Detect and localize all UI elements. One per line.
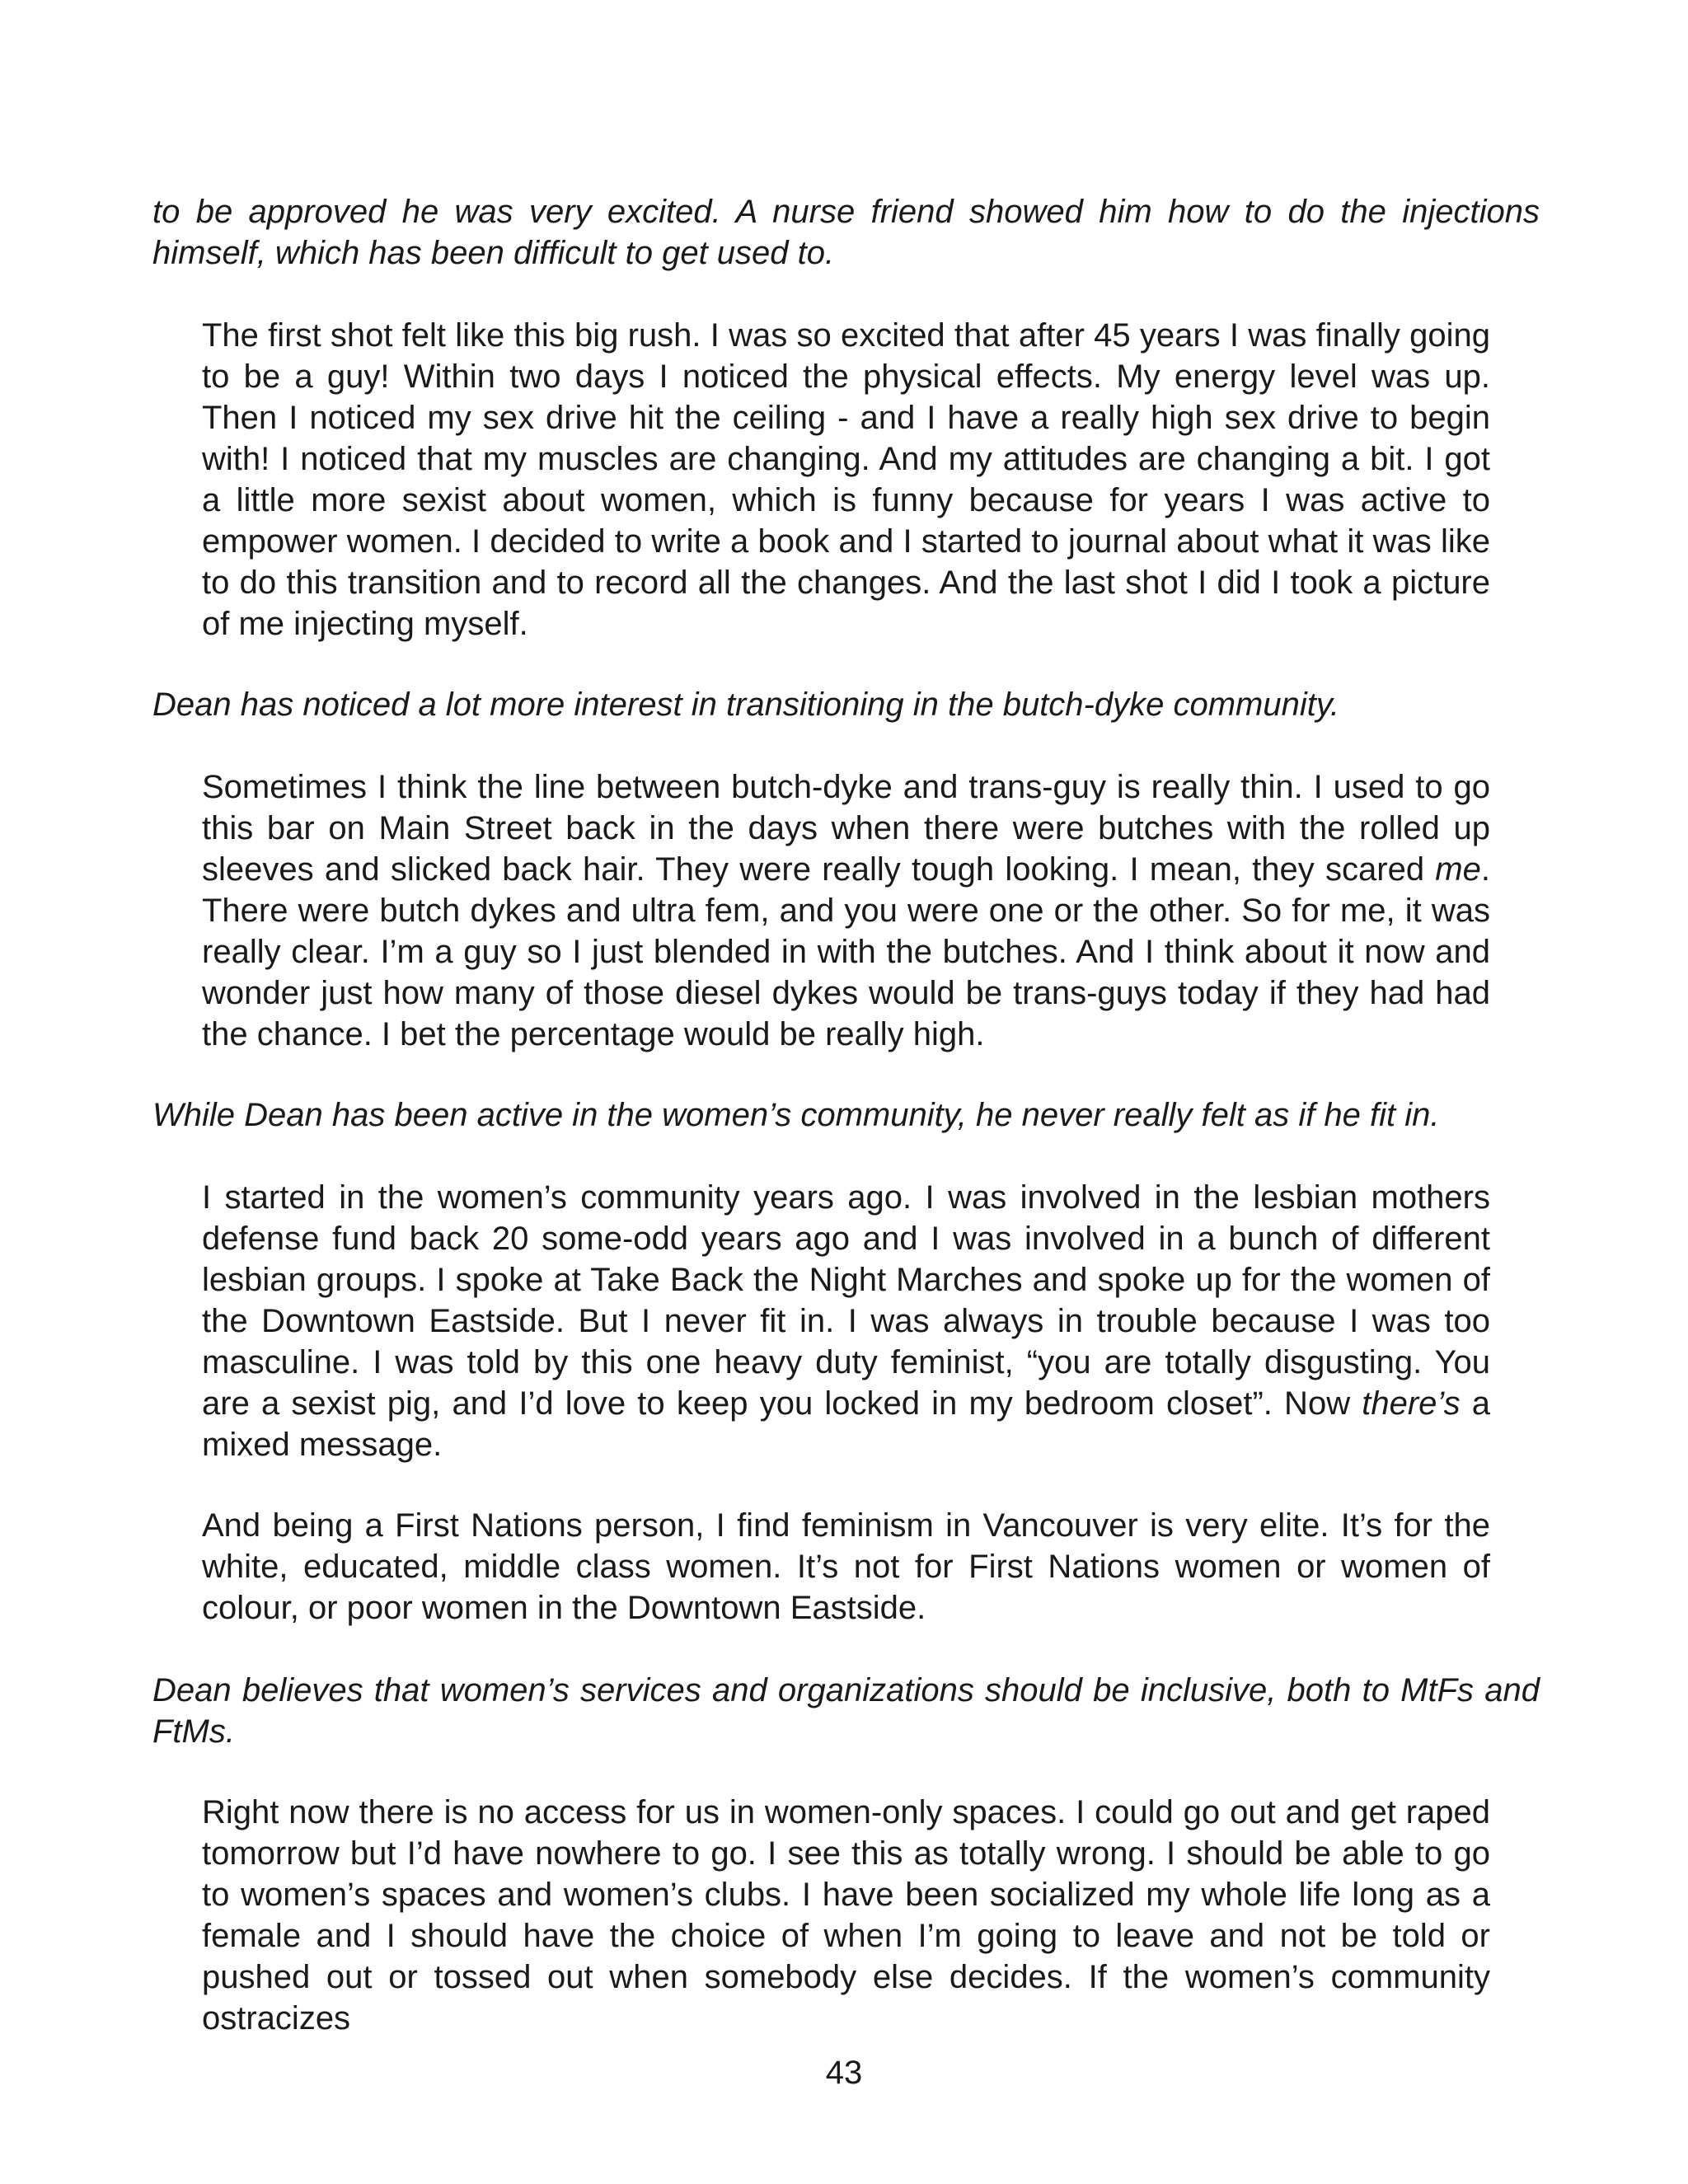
paragraph-text: a mixed message. [202, 1385, 1491, 1463]
paragraph-text: . There were butch dykes and ultra fem, and you were one or the other. So for me, it was really clear. I’m a guy so I just blended in with the butches. And I think about it now and wonder just how many of those diesel dykes would be trans-guys today if they had had the chance. I bet the percentage would be really high. [202, 851, 1490, 1052]
quote-paragraph [202, 315, 1490, 644]
paragraph-text: The first shot felt like this big rush. I was so excited that after 45 years I was finally going to be a guy! Within two days I noticed the physical effects. My energy level was up. Then I noticed my sex drive hit the ceiling - and I have a really high sex drive to begin with! I noticed that my muscles are changing. And my attitudes are changing a bit. I got a little more sexist about women, which is funny because for years I was active to empower women. I decided to write a book and I started to journal about what it was like to do this transition and to record all the changes. And the last shot I did I took a picture of me injecting myself. [202, 317, 1490, 642]
paragraph-text: And being a First Nations person, I find feminism in Vancouver is very elite. It’s for the white, educated, middle class women. It’s not for First Nations women or women of colour, or poor women in the Downtown Eastside. [202, 1507, 1490, 1626]
narration-paragraph [152, 1094, 1540, 1136]
paragraph-text: Right now there is no access for us in women-only spaces. I could go out and get raped tomorrow but I’d have nowhere to go. I see this as totally wrong. I should be able to go to women’s spaces and women’s clubs. I have been socialized my whole life long as a female and I should have the choice of when I’m going to leave and not be told or pushed out or tossed out when somebody else decides. If the women’s community ostracizes [202, 1794, 1490, 2036]
narration-paragraph [152, 684, 1540, 725]
emphasized-text: there’s [1362, 1385, 1461, 1422]
paragraph-text: Dean believes that women’s services and organizations should be inclusive, both to MtFs and FtMs. [152, 1672, 1540, 1750]
paragraph-text: Sometimes I think the line between butch-dyke and trans-guy is really thin. I used to go this bar on Main Street back in the days when there were butches with the rolled up sleeves and slicked back hair. They were really tough looking. I mean, they scared [202, 769, 1490, 888]
quote-paragraph [202, 766, 1490, 1055]
quote-paragraph [202, 1177, 1490, 1465]
quote-paragraph [202, 1505, 1490, 1629]
emphasized-text: me [1435, 851, 1481, 888]
quote-paragraph [202, 1792, 1490, 2039]
paragraph-text: I started in the women’s community years ago. I was involved in the lesbian mothers defense fund back 20 some-odd years ago and I was involved in a bunch of different lesbian groups. I spoke at Take Back the Night Marches and spoke up for the women of the Downtown Eastside. But I never fit in. I was always in trouble because I was too masculine. I was told by this one heavy duty feminist, “you are totally disgusting. You are a sexist pig, and I’d love to keep you locked in my bedroom closet”. Now [202, 1179, 1490, 1422]
paragraph-text: While Dean has been active in the women’s community, he never really felt as if he fit in. [152, 1097, 1440, 1133]
narration-paragraph [152, 1670, 1540, 1752]
narration-paragraph [152, 191, 1540, 274]
page-number: 43 [825, 2055, 863, 2091]
paragraph-text: to be approved he was very excited. A nurse friend showed him how to do the injections himself, which has been difficult to get used to. [152, 194, 1540, 271]
paragraph-text: Dean has noticed a lot more interest in transitioning in the butch-dyke community. [152, 687, 1339, 723]
